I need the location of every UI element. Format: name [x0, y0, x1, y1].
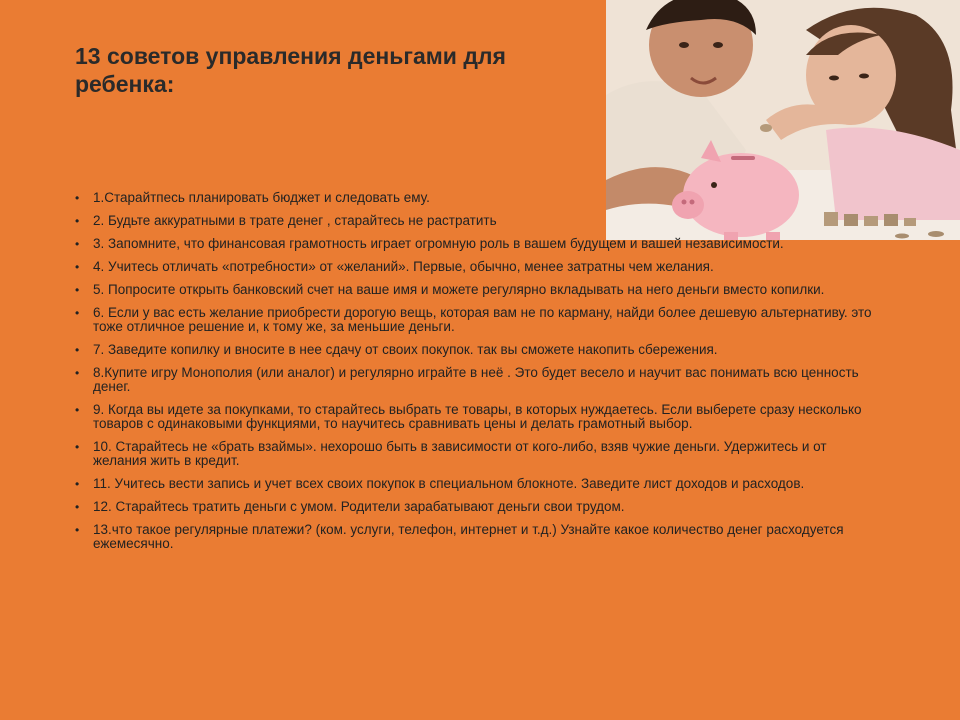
bullet-icon: •: [75, 440, 80, 454]
list-item: [75, 500, 875, 514]
list-item: [75, 440, 875, 468]
tip-text: 1.Старайтпесь планировать бюджет и следовать ему.: [93, 190, 430, 205]
list-item: [75, 306, 875, 334]
list-item: [75, 191, 875, 205]
tip-text: 3. Запомните, что финансовая грамотность играет огромную роль в вашем будущем и вашей независимости.: [93, 236, 784, 251]
bullet-icon: •: [75, 214, 80, 228]
slide-title-line-2: ребенка:: [75, 71, 175, 97]
tip-text: 6. Если у вас есть желание приобрести дорогую вещь, которая вам не по карману, найди более дешевую альтернативу. это тоже отличное решение и, к тому же, за меньшие деньги.: [93, 305, 872, 334]
tip-text: 2. Будьте аккуратными в трате денег , старайтесь не растратить: [93, 213, 497, 228]
bullet-icon: •: [75, 260, 80, 274]
bullet-icon: •: [75, 283, 80, 297]
tip-text: 4. Учитесь отличать «потребности» от «желаний». Первые, обычно, менее затратны чем желания.: [93, 259, 714, 274]
list-item: [75, 403, 875, 431]
slide-title: [75, 42, 615, 98]
bullet-icon: •: [75, 477, 80, 491]
bullet-icon: •: [75, 306, 80, 320]
bullet-icon: •: [75, 523, 80, 537]
tip-text: 12. Старайтесь тратить деньги с умом. Родители зарабатывают деньги свои трудом.: [93, 499, 625, 514]
bullet-icon: •: [75, 343, 80, 357]
tip-text: 13.что такое регулярные платежи? (ком. услуги, телефон, интернет и т.д.) Узнайте какое количество денег расходуется ежемесячно.: [93, 522, 844, 551]
list-item: [75, 343, 875, 357]
list-item: [75, 214, 875, 228]
tip-text: 5. Попросите открыть банковский счет на ваше имя и можете регулярно вкладывать на него деньги вместо копилки.: [93, 282, 825, 297]
tip-text: 11. Учитесь вести запись и учет всех своих покупок в специальном блокноте. Заведите лист доходов и расходов.: [93, 476, 805, 491]
list-item: [75, 237, 875, 251]
tip-text: 9. Когда вы идете за покупками, то старайтесь выбрать те товары, в которых нуждаетесь. Если выберете сразу несколько товаров с одинаковыми функциями, то научитесь сравнивать цены и делать грамотный выбор.: [93, 402, 862, 431]
bullet-icon: •: [75, 500, 80, 514]
tip-text: 8.Купите игру Монополия (или аналог) и регулярно играйте в неё . Это будет весело и научит вас понимать всю ценность денег.: [93, 365, 859, 394]
tips-list: [75, 191, 875, 560]
tip-text: 10. Старайтесь не «брать взаймы». нехорошо быть в зависимости от кого-либо, взяв чужие деньги. Удержитесь и от желания жить в кредит.: [93, 439, 827, 468]
slide-title-line-1: 13 советов управления деньгами для: [75, 43, 506, 69]
list-item: [75, 283, 875, 297]
list-item: [75, 366, 875, 394]
bullet-icon: •: [75, 366, 80, 380]
list-item: [75, 260, 875, 274]
list-item: [75, 523, 875, 551]
tip-text: 7. Заведите копилку и вносите в нее сдачу от своих покупок. так вы сможете накопить сбережения.: [93, 342, 718, 357]
list-item: [75, 477, 875, 491]
bullet-icon: •: [75, 403, 80, 417]
bullet-icon: •: [75, 191, 80, 205]
bullet-icon: •: [75, 237, 80, 251]
